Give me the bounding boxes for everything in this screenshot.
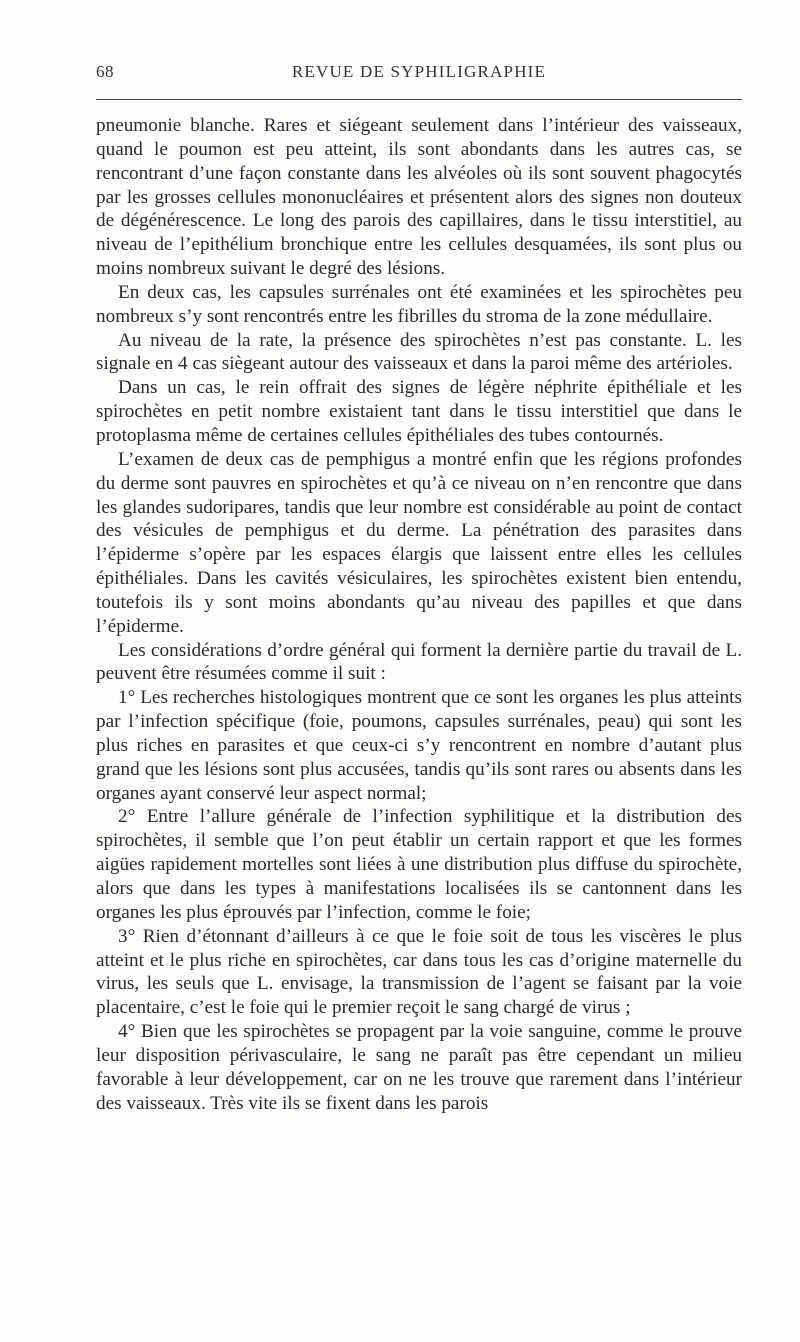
body-text — [96, 114, 742, 1115]
running-header — [96, 58, 742, 86]
page-number: 68 — [96, 62, 114, 81]
list-item-2: 2° Entre l’allure générale de l’infection syphilitique et la distribution des spirochètes, il semble que l’on peut établir un certain rapport et que les formes aigües rapidement mortelles sont liées à une distribution plus diffuse du spirochète, alors que dans les types à manifestations localisées ils se cantonnent dans les organes les plus éprouvés par l’infection, comme le foie; — [96, 806, 742, 923]
paragraph: Au niveau de la rate, la présence des spirochètes n’est pas constante. L. les signale en 4 cas siègeant autour des vaisseaux et dans la paroi même des artérioles. — [96, 329, 742, 375]
paragraph: Les considérations d’ordre général qui forment la dernière partie du travail de L. peuvent être résumées comme il suit : — [96, 639, 742, 685]
list-item-4: 4° Bien que les spirochètes se propagent par la voie sanguine, comme le prouve leur disposition périvasculaire, le sang ne paraît pas être cependant un milieu favorable à leur développement, car on ne les trouve que rarement dans l’intérieur des vaisseaux. Très vite ils se fixent dans les parois — [96, 1021, 742, 1114]
paragraph: En deux cas, les capsules surrénales ont été examinées et les spirochètes peu nombreux s’y sont rencontrés entre les fibrilles du stroma de la zone médullaire. — [96, 281, 742, 327]
paragraph: Dans un cas, le rein offrait des signes de légère néphrite épithéliale et les spirochètes en petit nombre existaient tant dans le tissu interstitiel que dans le protoplasma même de certaines cellules épithéliales des tubes contournés. — [96, 377, 742, 446]
list-item-1: 1° Les recherches histologiques montrent que ce sont les organes les plus atteints par l’infection spécifique (foie, poumons, capsules surrénales, peau) qui sont les plus riches en parasites et que ceux-ci s’y rencontrent en nombre d’autant plus grand que les lésions sont plus accusées, tandis qu’ils sont rares ou absents dans les organes ayant conservé leur aspect normal; — [96, 687, 742, 804]
paragraph: pneumonie blanche. Rares et siégeant seulement dans l’intérieur des vaisseaux, quand le poumon est peu atteint, ils sont abondants dans les autres cas, se rencontrant d’une façon constante dans les alvéoles où ils sont souvent phagocytés par les grosses cellules mononucléaires et présentent alors des signes non douteux de dégénérescence. Le long des parois des capillaires, dans le tissu interstitiel, au niveau de l’epithélium bronchique entre les cellules desquamées, ils sont plus ou moins nombreux suivant le degré des lésions. — [96, 115, 742, 280]
running-title: REVUE DE SYPHILIGRAPHIE — [291, 62, 547, 81]
paragraph: L’examen de deux cas de pemphigus a montré enfin que les régions profondes du derme sont pauvres en spirochètes et qu’à ce niveau on n’en rencontre que dans les glandes sudoripares, tandis que leur nombre est considérable au point de contact des vésicules de pemphigus et du derme. La pénétration des parasites dans l’épiderme s’opère par les espaces élargis que laissent entre elles les cellules épithéliales. Dans les cavités vésiculaires, les spirochètes existent bien entendu, toutefois ils y sont moins abondants qu’au niveau des papilles et que dans l’épiderme. — [96, 448, 742, 637]
header-rule — [96, 99, 742, 100]
list-item-3: 3° Rien d’étonnant d’ailleurs à ce que le foie soit de tous les viscères le plus atteint et le plus riche en spirochètes, car dans tous les cas d’origine maternelle du virus, les seuls que L. envisage, la transmission de l’agent se faisant par la voie placentaire, c’est le foie qui le premier reçoit le sang chargé de virus ; — [96, 925, 742, 1019]
